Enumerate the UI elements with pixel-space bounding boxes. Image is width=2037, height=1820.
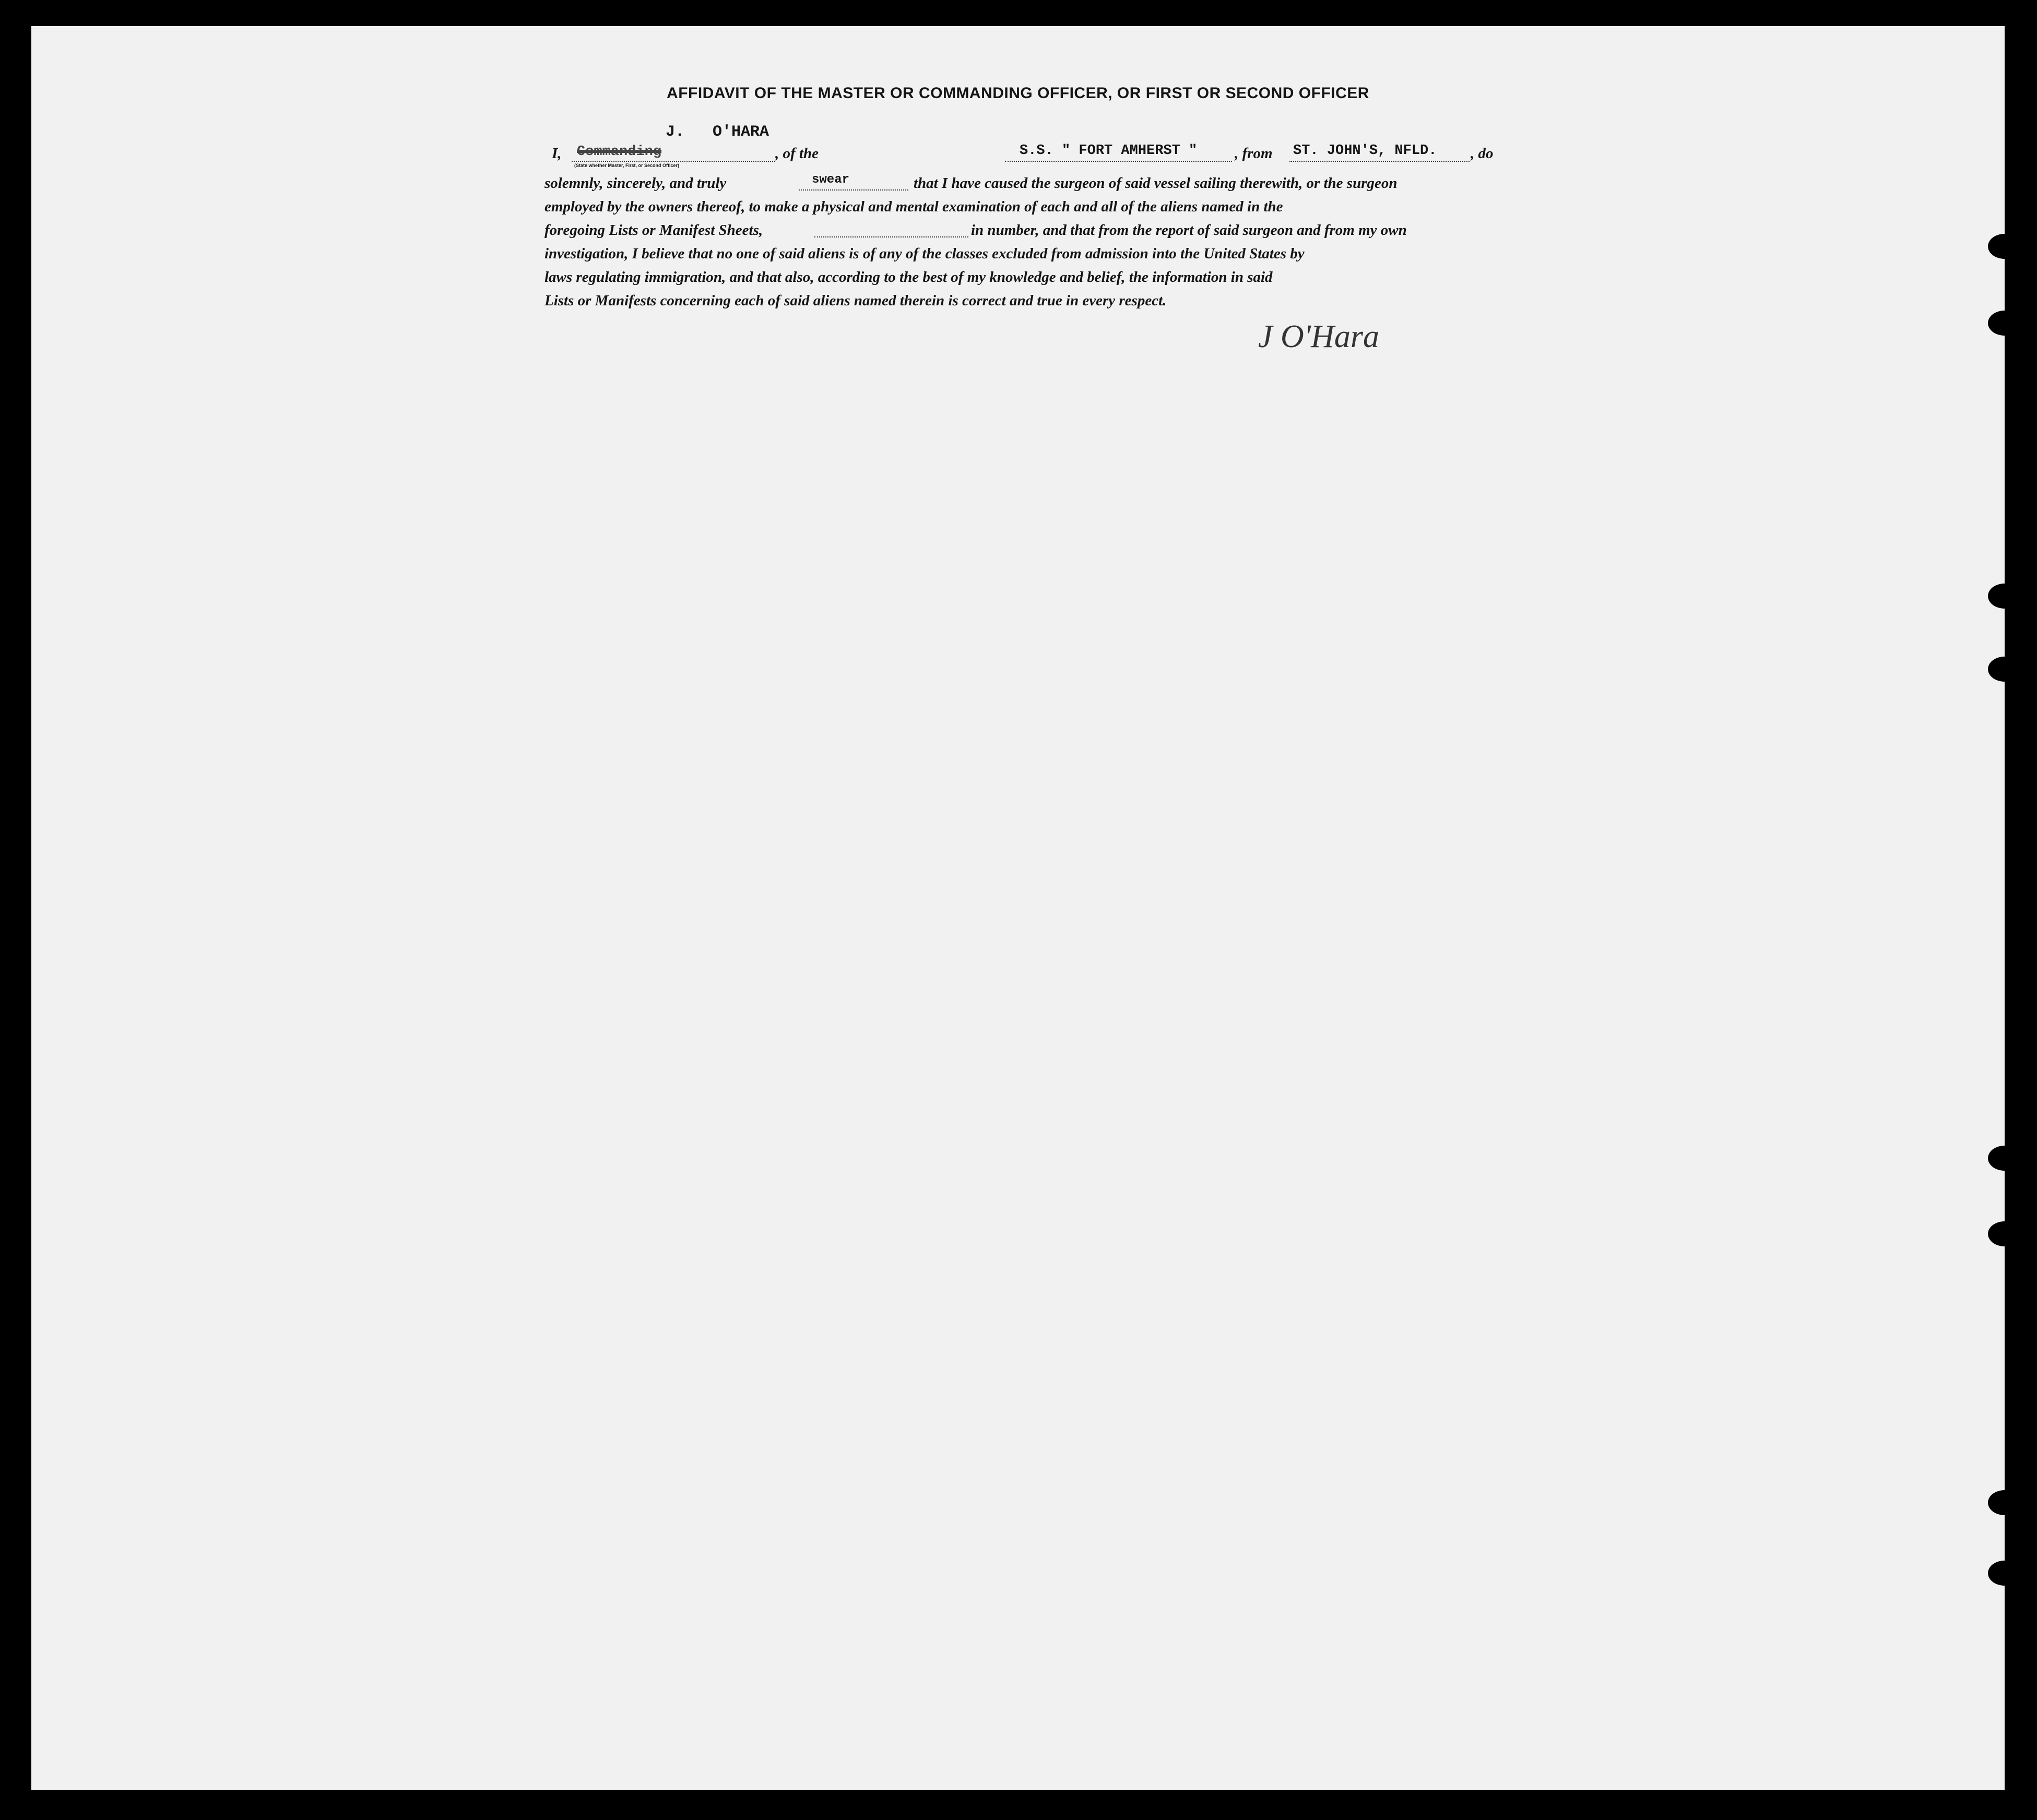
- punch-hole: [1988, 234, 2021, 259]
- punch-hole: [1988, 657, 2021, 682]
- officer-name-line: [572, 161, 775, 162]
- struck-rank: Commanding: [577, 144, 662, 160]
- do-text: , do: [1471, 145, 1494, 162]
- punch-hole: [1988, 1561, 2021, 1586]
- document-page: [31, 26, 2005, 1790]
- affidavit-line-3: employed by the owners thereof, to make a physical and mental examination of each and all of the aliens named in the: [544, 198, 1283, 215]
- punch-hole: [1988, 584, 2021, 609]
- affidavit-line-4a: foregoing Lists or Manifest Sheets,: [544, 222, 763, 239]
- officer-signature: J O'Hara: [1258, 319, 1379, 354]
- affidavit-line-6: laws regulating immigration, and that also, according to the best of my knowledge and belief, the information in said: [544, 269, 1273, 286]
- port-line: [1289, 161, 1470, 162]
- oath-line: [799, 189, 908, 191]
- punch-hole: [1988, 1221, 2021, 1246]
- ship-line: [1005, 161, 1232, 162]
- punch-hole: [1988, 311, 2021, 336]
- solemnly-text: solemnly, sincerely, and truly: [544, 175, 727, 192]
- oath-text: that I have caused the surgeon of said vessel sailing therewith, or the surgeon: [914, 175, 1398, 192]
- oath-word: swear: [812, 173, 850, 187]
- affidavit-line-4b: in number, and that from the report of said surgeon and from my own: [971, 222, 1407, 239]
- affidavit-line-5: investigation, I believe that no one of said aliens is of any of the classes excluded from admission into the United States by: [544, 245, 1305, 262]
- from-text: , from: [1235, 145, 1273, 162]
- ship-name: S.S. " FORT AMHERST ": [1020, 143, 1198, 159]
- port-name: ST. JOHN'S, NFLD.: [1293, 143, 1437, 159]
- affidavit-line-7: Lists or Manifests concerning each of said aliens named therein is correct and true in every respect.: [544, 292, 1167, 309]
- of-the-text: , of the: [775, 145, 819, 162]
- number-line: [814, 236, 968, 237]
- punch-hole: [1988, 1490, 2021, 1515]
- rank-note: (State whether Master, First, or Second Officer): [574, 163, 680, 168]
- affidavit-i: I,: [552, 145, 562, 162]
- affidavit-title: AFFIDAVIT OF THE MASTER OR COMMANDING OFFICER, OR FIRST OR SECOND OFFICER: [667, 85, 1369, 102]
- officer-name: J. O'HARA: [666, 123, 769, 141]
- punch-hole: [1988, 1146, 2021, 1171]
